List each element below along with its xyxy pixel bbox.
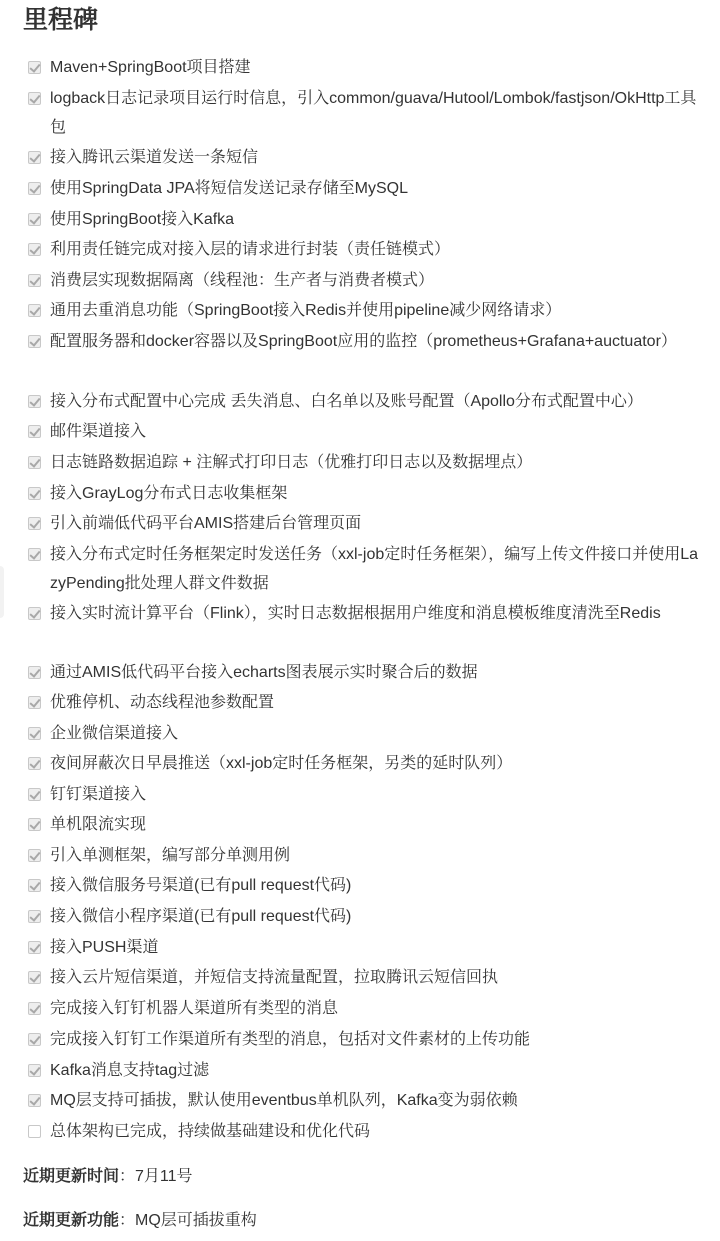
checkbox-checked[interactable] [28,92,41,105]
side-scroll-tab [0,566,4,618]
milestone-item-text: 利用责任链完成对接入层的请求进行封装（责任链模式） [50,241,451,258]
milestone-item-text: 配置服务器和docker容器以及SpringBoot应用的监控（prometheus+Grafana+auctuator） [50,333,677,350]
milestone-item-text: 企业微信渠道接入 [50,725,179,742]
milestone-item [28,876,708,900]
milestone-item [28,1122,708,1146]
milestone-item-text: 接入腾讯云渠道发送一条短信 [50,149,259,166]
milestone-item [28,332,708,356]
checkbox-checked[interactable] [28,395,41,408]
milestone-item-text: 单机限流实现 [50,816,147,833]
checkbox-checked[interactable] [28,971,41,984]
checkbox-checked[interactable] [28,1002,41,1015]
milestone-item [28,663,708,687]
milestone-item [28,846,708,870]
milestone-item [28,1061,708,1085]
checkbox-checked[interactable] [28,182,41,195]
milestone-item-text: MQ层支持可插拔，默认使用eventbus单机队列，Kafka变为弱依赖 [50,1092,518,1109]
milestone-item [28,148,708,172]
checkbox-checked[interactable] [28,727,41,740]
milestone-item-text: Kafka消息支持tag过滤 [50,1062,210,1079]
milestone-item-text: Maven+SpringBoot项目搭建 [50,59,251,76]
checkbox-checked[interactable] [28,335,41,348]
milestone-item-text: 总体架构已完成，持续做基础建设和优化代码 [50,1123,371,1140]
milestone-item [28,514,708,538]
milestone-item-text: 优雅停机、动态线程池参数配置 [50,694,275,711]
checkbox-checked[interactable] [28,548,41,561]
checkbox-checked[interactable] [28,818,41,831]
milestone-item [28,422,708,446]
milestone-item-text: 接入微信小程序渠道(已有pull request代码) [50,908,352,925]
checkbox-unchecked[interactable] [28,1125,41,1138]
milestone-item [28,545,708,598]
checkbox-checked[interactable] [28,1033,41,1046]
milestone-item [28,392,708,416]
checkbox-checked[interactable] [28,243,41,256]
milestone-item-text: 使用SpringBoot接入Kafka [50,211,235,228]
milestone-item [28,210,708,234]
checkbox-checked[interactable] [28,910,41,923]
milestone-item-text: 接入实时流计算平台（Flink），实时日志数据根据用户维度和消息模板维度清洗至Redis [50,605,661,622]
milestone-item-text: 接入云片短信渠道，并短信支持流量配置，拉取腾讯云短信回执 [50,969,499,986]
update-time-line [23,1166,193,1188]
update-time-label: 近期更新时间 [23,1168,120,1185]
milestone-item [28,693,708,717]
update-feature-value: MQ层可插拔重构 [135,1212,257,1229]
milestone-item [28,604,708,628]
milestone-item [28,240,708,264]
milestone-item [28,484,708,508]
checkbox-checked[interactable] [28,487,41,500]
milestone-item [28,271,708,295]
milestone-item-text: 使用SpringData JPA将短信发送记录存储至MySQL [50,180,408,197]
checkbox-checked[interactable] [28,607,41,620]
milestone-item-text: 接入分布式定时任务框架定时发送任务（xxl-job定时任务框架），编写上传文件接口并使用LazyPending批处理人群文件数据 [50,546,699,592]
checkbox-checked[interactable] [28,274,41,287]
milestone-item-text: 接入微信服务号渠道(已有pull request代码) [50,877,352,894]
milestone-item [28,815,708,839]
checkbox-checked[interactable] [28,666,41,679]
milestone-item [28,58,708,82]
update-feature-sep: ： [119,1212,136,1229]
checkbox-checked[interactable] [28,1064,41,1077]
checkbox-checked[interactable] [28,425,41,438]
milestone-item-text: 接入分布式配置中心完成 丢失消息、白名单以及账号配置（Apollo分布式配置中心） [50,393,643,410]
milestone-item-text: 接入GrayLog分布式日志收集框架 [50,485,288,502]
milestone-item-text: 通过AMIS低代码平台接入echarts图表展示实时聚合后的数据 [50,664,478,681]
milestone-item [28,724,708,748]
milestone-item [28,301,708,325]
page-title: 里程碑 [23,6,99,34]
milestone-item-text: 钉钉渠道接入 [50,786,147,803]
milestone-item-text: 消费层实现数据隔离（线程池：生产者与消费者模式） [50,272,435,289]
milestone-item [28,453,708,477]
update-feature-line [23,1210,257,1232]
milestone-item-text: 接入PUSH渠道 [50,939,159,956]
checkbox-checked[interactable] [28,788,41,801]
milestone-item-text: logback日志记录项目运行时信息，引入common/guava/Hutool/Lombok/fastjson/OkHttp工具包 [50,90,697,136]
checkbox-checked[interactable] [28,849,41,862]
update-time-sep: ： [119,1168,136,1185]
checkbox-checked[interactable] [28,757,41,770]
milestone-item [28,999,708,1023]
checkbox-checked[interactable] [28,151,41,164]
update-feature-label: 近期更新功能 [23,1212,120,1229]
milestone-item [28,968,708,992]
milestone-item-text: 引入前端低代码平台AMIS搭建后台管理页面 [50,515,362,532]
milestone-item [28,907,708,931]
checkbox-checked[interactable] [28,879,41,892]
checkbox-checked[interactable] [28,1094,41,1107]
checkbox-checked[interactable] [28,517,41,530]
milestone-item [28,785,708,809]
update-time-value: 7月11号 [135,1168,193,1185]
milestone-item [28,179,708,203]
checkbox-checked[interactable] [28,213,41,226]
milestone-item-text: 完成接入钉钉工作渠道所有类型的消息，包括对文件素材的上传功能 [50,1031,531,1048]
checkbox-checked[interactable] [28,304,41,317]
milestone-item-text: 夜间屏蔽次日早晨推送（xxl-job定时任务框架，另类的延时队列） [50,755,513,772]
milestone-item-text: 日志链路数据追踪 + 注解式打印日志（优雅打印日志以及数据埋点） [50,454,533,471]
milestone-item [28,938,708,962]
milestone-item [28,754,708,778]
milestone-item-text: 引入单测框架，编写部分单测用例 [50,847,291,864]
checkbox-checked[interactable] [28,456,41,469]
milestone-item-text: 通用去重消息功能（SpringBoot接入Redis并使用pipeline减少网络请求） [50,302,562,319]
milestone-item [28,89,708,142]
milestone-item [28,1091,708,1115]
milestone-item-text: 完成接入钉钉机器人渠道所有类型的消息 [50,1000,339,1017]
checkbox-checked[interactable] [28,696,41,709]
checkbox-checked[interactable] [28,61,41,74]
milestone-item [28,1030,708,1054]
checkbox-checked[interactable] [28,941,41,954]
milestone-item-text: 邮件渠道接入 [50,423,147,440]
